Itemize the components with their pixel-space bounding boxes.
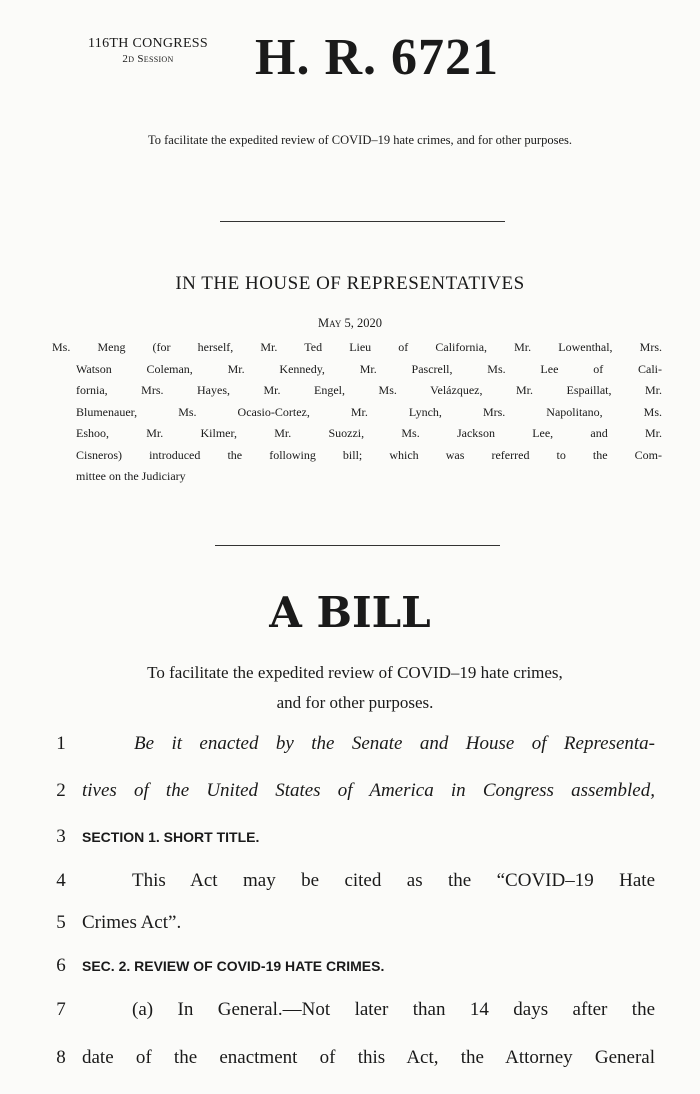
bill-title [50,658,660,718]
sponsor-line: Cisneros) introduced the following bill; which was referred to the Com- [76,447,662,462]
enacting-clause-line: tives of the United States of America in Congress assembled, [82,780,655,801]
sponsor-line: fornia, Mrs. Hayes, Mr. Engel, Ms. Velázquez, Mr. Espaillat, Mr. [76,383,662,397]
title-line: and for other purposes. [276,693,434,712]
section-heading: SECTION 1. SHORT TITLE. [82,829,260,845]
line-number: 2 [56,780,66,801]
bill-heading: A BILL [269,588,431,637]
sponsor-line: Eshoo, Mr. Kilmer, Mr. Suozzi, Ms. Jackson Lee, and Mr. [76,426,662,440]
line-number: 1 [56,733,66,754]
body-line: (a) In General.—Not later than 14 days after the [132,999,655,1020]
body-line: date of the enactment of this Act, the Attorney General [82,1047,655,1068]
section-heading: SEC. 2. REVIEW OF COVID-19 HATE CRIMES. [82,958,385,974]
line-number: 3 [56,826,66,847]
divider [220,221,505,222]
body-line: Crimes Act”. [82,912,182,933]
sponsor-line: Watson Coleman, Mr. Kennedy, Mr. Pascrell, Ms. Lee of Cali- [76,361,662,376]
session-label: 2d Session [122,53,174,65]
sponsor-line: Ms. Meng (for herself, Mr. Ted Lieu of California, Mr. Lowenthal, Mrs. [52,340,662,354]
bill-number: H. R. 6721 [255,29,499,86]
chamber-heading: IN THE HOUSE OF REPRESENTATIVES [175,273,525,294]
congress-label: 116TH CONGRESS [88,36,208,51]
title-line: To facilitate the expedited review of COVID–19 hate crimes, [147,663,563,682]
line-number: 7 [56,999,66,1020]
line-number: 5 [56,912,66,933]
sponsors-paragraph [52,337,662,488]
line-number: 4 [56,870,66,891]
sponsor-line: mittee on the Judiciary [76,469,186,483]
divider [215,545,500,546]
line-number: 6 [56,955,66,976]
line-number: 8 [56,1047,66,1068]
bill-purpose: To facilitate the expedited review of COVID–19 hate crimes, and for other purposes. [148,133,572,147]
sponsor-line: Blumenauer, Ms. Ocasio-Cortez, Mr. Lynch, Mrs. Napolitano, Ms. [76,404,662,419]
body-line: This Act may be cited as the “COVID–19 Hate [132,870,655,891]
introduction-date: May 5, 2020 [318,316,382,330]
enacting-clause-line: Be it enacted by the Senate and House of Representa- [134,733,655,754]
